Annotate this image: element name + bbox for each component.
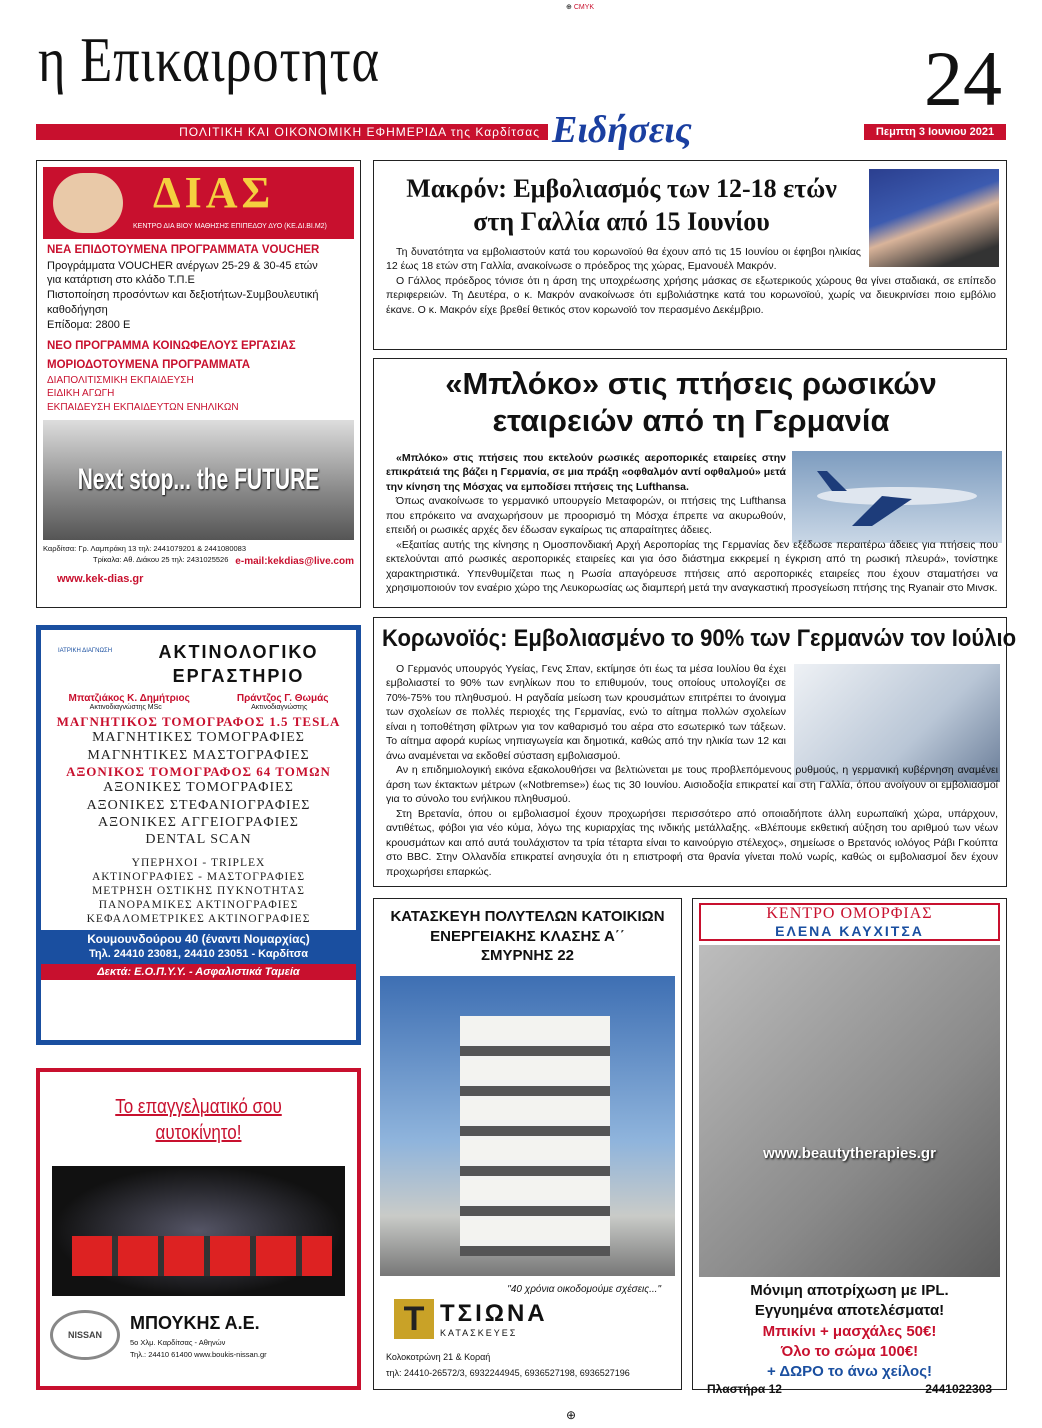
article-body <box>386 245 996 317</box>
xray-accept: Δεκτά: Ε.Ο.Π.Υ.Υ. - Ασφαλιστικά Ταμεία <box>41 964 356 980</box>
dias-tagline: ΚΕΝΤΡΟ ΔΙΑ ΒΙΟΥ ΜΑΘΗΣΗΣ ΕΠΙΠΕΔΟΥ ΔΥΟ (ΚΕ.ΔΙ.ΒΙ.Μ2) <box>133 223 327 230</box>
xray-service: ΜΑΓΝΗΤΙΚΕΣ ΤΟΜΟΓΡΑΦΙΕΣ <box>92 730 305 746</box>
xray-service: ΑΞΟΝΙΚΕΣ ΣΤΕΦΑΝΙΟΓΡΑΦΙΕΣ <box>86 797 311 813</box>
building-icon <box>460 1016 610 1256</box>
ad-beauty <box>692 898 1007 1397</box>
build-company-sub: ΚΑΤΑΣΚΕΥΕΣ <box>440 1327 518 1338</box>
beauty-address: Πλαστήρα 12 <box>707 1382 782 1397</box>
xray-service: ΑΚΤΙΝΟΓΡΑΦΙΕΣ - ΜΑΣΤΟΓΡΑΦΙΕΣ <box>91 870 306 883</box>
beauty-contact <box>693 1382 1006 1396</box>
build-logo <box>394 1299 681 1339</box>
beauty-photo <box>699 945 1000 1277</box>
build-slogan: "40 χρόνια οικοδομούμε σχέσεις..." <box>507 1283 661 1295</box>
xray-service: DENTAL SCAN <box>145 831 252 847</box>
car-phone[interactable]: Τηλ.: 24410 61400 www.boukis-nissan.gr <box>130 1349 267 1359</box>
paragraph: Ο Γάλλος πρόεδρος τόνισε ότι η άρση της υποχρέωσης χρήσης μάσκας σε εξωτερικούς χώρους θα γίνει σταδιακά, σε επίπεδο περιφερειών. Τη Δευτέρα, ο κ. Μακρόν ανακοίνωσε ότι εμβολιάστηκε κατά του κορωνοϊού, χωρίς να διευκρινίσει ποιο εμβόλιο έκανε. Ο κ. Μακρόν είχε βρεθεί θετικός στον κορωνοϊό τον περασμένο Δεκέμβριο. <box>386 274 996 316</box>
article-title: «Μπλόκο» στις πτήσεις ρωσικών εταιρειών από τη Γερμανία <box>445 366 937 439</box>
beauty-name: ΕΛΕΝΑ ΚΑΥΧΙΤΣΑ <box>775 923 924 939</box>
xray-header <box>45 634 352 689</box>
dias-header <box>43 167 354 239</box>
dias-contact <box>43 544 354 587</box>
build-address: Κολοκοτρώνη 21 & Κοραή <box>386 1351 491 1362</box>
masthead-title: η Επικαιροτητα <box>38 24 380 95</box>
lead: «Μπλόκο» στις πτήσεις που εκτελούν ρωσικές αεροπορικές εταιρείες στην επικράτειά της βάζει η Γερμανία, σε μια πράξη «οφθαλμόν αντί οφθαλμού» μετά την κίνηση της Μόσχας να εμποδίσει πτήσεις της Lufthansa. <box>386 452 786 493</box>
article-flights <box>373 358 1007 608</box>
beauty-line: Εγγυημένα αποτελέσματα! <box>754 1302 945 1320</box>
registration-crosshair-icon: ⊕ <box>566 1408 577 1422</box>
xray-doctors <box>45 693 352 704</box>
cmyk-label: CMYK <box>573 4 595 11</box>
issue-date: Πεμπτη 3 Ιουνιου 2021 <box>864 124 1006 140</box>
dias-banner <box>43 420 354 540</box>
dias-line: Πιστοποίηση προσόντων και δεξιοτήτων-Συμβουλευτική καθοδήγηση <box>47 289 319 317</box>
build-phone[interactable]: τηλ: 24410-26572/3, 6932244945, 6936527198, 6936527196 <box>386 1367 630 1378</box>
xray-ct-heading: ΑΞΟΝΙΚΟΣ ΤΟΜΟΓΡΑΦΟΣ 64 ΤΟΜΩΝ <box>66 763 331 779</box>
xray-logo: ΙΑΤΡΙΚΗ ΔΙΑΓΝΩΣΗ <box>57 648 113 654</box>
beauty-offers <box>693 1281 1006 1382</box>
car-photo <box>52 1166 345 1296</box>
dias-sub: ΕΚΠΑΙΔΕΥΣΗ ΕΚΠΑΙΔΕΥΤΩΝ ΕΝΗΛΙΚΩΝ <box>47 401 239 413</box>
xray-roles <box>45 704 352 711</box>
car-address: 5ο Χλμ. Καρδίτσας - Αθηνών <box>130 1338 226 1348</box>
article-title: Μακρόν: Εμβολιασμός των 12-18 ετών στη Γαλλία από 15 Ιουνίου <box>406 174 837 236</box>
xray-service: ΥΠΕΡΗΧΟΙ - TRIPLEX <box>131 856 266 869</box>
xray-phone: Τηλ. 24410 23081, 24410 23051 - Καρδίτσα <box>88 948 309 961</box>
paragraph: Ο Γερμανός υπουργός Υγείας, Γενς Σπαν, εκτίμησε ότι έως τα μέσα Ιουλίου θα έχει εμβολιαστεί το 90% των ενηλίκων που το επιθυμούν, τους οποίους υπολογίζει σε 70%-75% του πληθυσμού. Η ραγδαία μείωση των κρουσμάτων επιτρέπει το άνοιγμα των σχολείων σε πολλές περιοχές της Γερμανίας, ενώ το αίτημα πολλών σχολείων είναι η τοποθέτηση φίλτρων για τον καθαρισμό του αέρα στο εσωτερικό των τάξεων. Το αίτημα αφορά κυρίως νηπιαγωγεία και δημοτικά, καθώς από την ηλικία των 12 και άνω αναμένεται να εκδοθεί σύσταση εμβολιασμού. <box>386 663 786 762</box>
car-dealer-name: ΜΠΟΥΚΗΣ Α.Ε. <box>130 1313 260 1334</box>
xray-address: Κουμουνδούρου 40 (έναντι Νομαρχίας) <box>87 931 310 946</box>
xray-service: ΠΑΝΟΡΑΜΙΚΕΣ ΑΚΤΙΝΟΓΡΑΦΙΕΣ <box>98 898 299 911</box>
xray-service: ΜΕΤΡΗΣΗ ΟΣΤΙΚΗΣ ΠΥΚΝΟΤΗΤΑΣ <box>92 884 305 897</box>
car-headline <box>64 1094 333 1146</box>
build-contact <box>374 1349 681 1381</box>
ad-car <box>36 1068 361 1390</box>
dias-website[interactable]: www.kek-dias.gr <box>57 572 144 585</box>
beauty-line: Μόνιμη αποτρίχωση με IPL. <box>750 1282 949 1299</box>
xray-service: ΑΞΟΝΙΚΕΣ ΤΟΜΟΓΡΑΦΙΕΣ <box>103 780 294 796</box>
beauty-line: + ΔΩΡΟ το άνω χείλος! <box>766 1363 933 1380</box>
dias-line: Προγράμματα VOUCHER ανέργων 25-29 & 30-45 ετών <box>47 259 318 272</box>
dias-line: για κατάρτιση στο κλάδο Τ.Π.Ε <box>47 274 195 287</box>
nissan-logo-icon: NISSAN <box>50 1310 120 1360</box>
dias-address: Καρδίτσα: Γρ. Λαμπράκη 13 τηλ: 2441079201 & 2441080083 <box>43 544 247 554</box>
ad-xray <box>36 625 361 1045</box>
dias-body <box>43 239 354 414</box>
article-body <box>386 451 998 596</box>
dias-logo-text: ΔΙΑΣ <box>153 168 275 217</box>
xray-role: Ακτινοδιαγνώστης <box>251 703 308 711</box>
xray-footer <box>41 930 356 964</box>
beauty-line: Μπικίνι + μασχάλες 50€! <box>762 1322 937 1340</box>
dias-heading: ΝΕΟ ΠΡΟΓΡΑΜΜΑ ΚΟΙΝΩΦΕΛΟΥΣ ΕΡΓΑΣΙΑΣ <box>47 339 296 352</box>
paragraph: Τη δυνατότητα να εμβολιαστούν κατά του κορωνοϊού θα έχουν από τις 15 Ιουνίου οι έφηβοι ηλικίας 12 έως 18 ετών στη Γαλλία, ανακοίνωσε ο πρόεδρος της χώρας, Εμανουέλ Μακρόν. <box>386 246 861 273</box>
paragraph: Στη Βρετανία, όπου οι εμβολιασμοί έχουν προχωρήσει περισσότερο από οποιαδήποτε άλλη ευρωπαϊκή χώρα, υπάρχουν, αντιθέτως, φόβοι για νέο κύμα, λόγω της κυριαρχίας της ινδικής μετάλλαξης. «Βλέπουμε εκθετική αύξηση του αριθμού των νέων κρουσμάτων και από αυτά τουλάχιστον τα τρία τέταρτα είναι το καινούργιο στέλεχος», σημείωσε ο Βρετανός ιολόγος Ράβι Γκούπτα στο BBC. Στην Ολλανδία επικρατεί ανησυχία ότι η επιστροφή στα θρανία γίνεται πολύ νωρίς, καθώς οι εμβολιασμοί δεν έχουν προχωρήσει επαρκώς. <box>386 807 998 878</box>
vans-icon <box>72 1236 332 1276</box>
xray-mri-heading: ΜΑΓΝΗΤΙΚΟΣ ΤΟΜΟΓΡΑΦΟΣ 1.5 TESLA <box>56 713 341 729</box>
paragraph: Αν η επιδημιολογική εικόνα εξακολουθήσει να βελτιώνεται με τους προβλεπόμενους ρυθμούς, η γερμανική κυβέρνηση αναμένει άρση των έκτακτων μέτρων («Notbremse») έως τις 30 Ιουνίου. Αισιοδοξία επικρατεί και στη Γαλλία, όπου ανοίγουν οι εμβολιασμοί για το σύνολο του ενήλικου πληθυσμού. <box>386 764 998 806</box>
dias-heading: ΝΕΑ ΕΠΙΔΟΤΟΥΜΕΝΑ ΠΡΟΓΡΑΜΜΑΤΑ VOUCHER <box>47 244 320 256</box>
ad-dias <box>36 160 361 608</box>
build-company: ΤΣΙΩΝΑ <box>440 1299 548 1327</box>
dias-line: Επίδομα: 2800 Ε <box>47 318 131 331</box>
article-title: Κορωνοϊός: Εμβολιασμένο το 90% των Γερμανών τον Ιούλιο <box>382 625 1017 652</box>
car-headline-line: Το επαγγελματικό σου <box>115 1096 282 1118</box>
dias-email[interactable]: e-mail:kekdias@live.com <box>235 555 354 567</box>
xray-title: ΕΡΓΑΣΤΗΡΙΟ <box>172 666 305 687</box>
article-body <box>386 662 998 879</box>
ad-building <box>373 898 682 1390</box>
dias-banner-text: Next stop... the FUTURE <box>77 463 320 497</box>
section-title: Ειδήσεις <box>552 109 692 151</box>
build-headline-line: ΕΝΕΡΓΕΙΑΚΗΣ ΚΛΑΣΗΣ Α΄΄ <box>430 927 625 945</box>
dias-heading: ΜΟΡΙΟΔΟΤΟΥΜΕΝΑ ΠΡΟΓΡΑΜΜΑΤΑ <box>47 359 251 372</box>
paragraph: Όπως ανακοίνωσε το γερμανικό υπουργείο Μεταφορών, οι πτήσεις της Lufthansa που επρόκειτο να αναχωρήσουν με προορισμό τη Μόσχα έπρεπε να ακυρωθούν, επειδή οι ρωσικές αρχές δεν έδωσαν εγκαίρως τις απαραίτητες άδειες. <box>386 495 786 537</box>
building-photo <box>380 976 675 1276</box>
article-macron <box>373 160 1007 350</box>
paragraph: «Εξαιτίας αυτής της κίνησης η Ομοσπονδιακή Αρχή Αεροπορίας της Γερμανίας δεν εξέδωσε περαιτέρω άδειες για πτήσεις που εκτελούνται από ρωσικές αεροπορικές εταιρείες και για όσο διάστημα εκκρεμεί η έγκριση από τη ρωσική πλευρά», τονίστηκε χαρακτηριστικά. Υπενθυμίζεται πως η Ρωσία απαγόρευσε πτήσεις από αεροπορικές εταιρείες που έχουν σταματήσει να χρησιμοποιούν τον εναέριο χώρο της Λευκορωσίας ως διαμπερή μετά την αναγκαστική προσγείωση πτήσης της Ryanair στο Μινσκ. <box>386 538 998 595</box>
article-vaccination <box>373 617 1017 887</box>
car-headline-line: αυτοκίνητο! <box>155 1122 242 1144</box>
xray-doctor: Πράντζος Γ. Θωμάς <box>236 692 329 704</box>
dias-sub: ΕΙΔΙΚΗ ΑΓΩΓΗ <box>47 388 115 400</box>
tsiona-logo-icon: T <box>394 1299 434 1339</box>
xray-service: ΚΕΦΑΛΟΜΕΤΡΙΚΕΣ ΑΚΤΙΝΟΓΡΑΦΙΕΣ <box>86 912 311 925</box>
beauty-header <box>699 903 1000 941</box>
dias-address: Τρίκαλα: Αθ. Διάκου 25 τηλ: 2431025526 <box>93 554 229 564</box>
xray-doctor: Μπατζιάκος Κ. Δημήτριος <box>68 692 190 704</box>
registration-mark: ⊕ CMYK <box>566 4 595 11</box>
car-footer <box>50 1310 347 1360</box>
beauty-phone[interactable]: 2441022303 <box>925 1382 992 1397</box>
masthead-subtitle: ΠΟΛΙΤΙΚΗ ΚΑΙ ΟΙΚΟΝΟΜΙΚΗ ΕΦΗΜΕΡΙΔΑ της Καρδίτσας <box>36 124 548 140</box>
dias-sub: ΔΙΑΠΟΛΙΤΙΣΜΙΚΗ ΕΚΠΑΙΔΕΥΣΗ <box>47 374 194 386</box>
build-headline-line: ΚΑΤΑΣΚΕΥΗ ΠΟΛΥΤΕΛΩΝ ΚΑΤΟΙΚΙΩΝ <box>390 908 665 925</box>
page-number: 24 <box>924 35 1002 122</box>
xray-service: ΑΞΟΝΙΚΕΣ ΑΓΓΕΙΟΓΡΑΦΙΕΣ <box>98 814 299 830</box>
xray-service: ΜΑΓΝΗΤΙΚΕΣ ΜΑΣΤΟΓΡΑΦΙΕΣ <box>87 747 310 763</box>
beauty-title: ΚΕΝΤΡΟ ΟΜΟΡΦΙΑΣ <box>766 905 933 922</box>
build-headline-line: ΣΜΥΡΝΗΣ 22 <box>480 947 575 964</box>
xray-title: ΑΚΤΙΝΟΛΟΓΙΚΟ <box>158 642 319 662</box>
beauty-line: Όλο το σώμα 100€! <box>780 1342 919 1360</box>
beauty-website[interactable]: www.beautytherapies.gr <box>763 1145 936 1162</box>
build-headline <box>374 899 681 966</box>
xray-role: Ακτινοδιαγνώστης MSc <box>89 703 162 711</box>
dias-logo-icon <box>53 173 123 233</box>
